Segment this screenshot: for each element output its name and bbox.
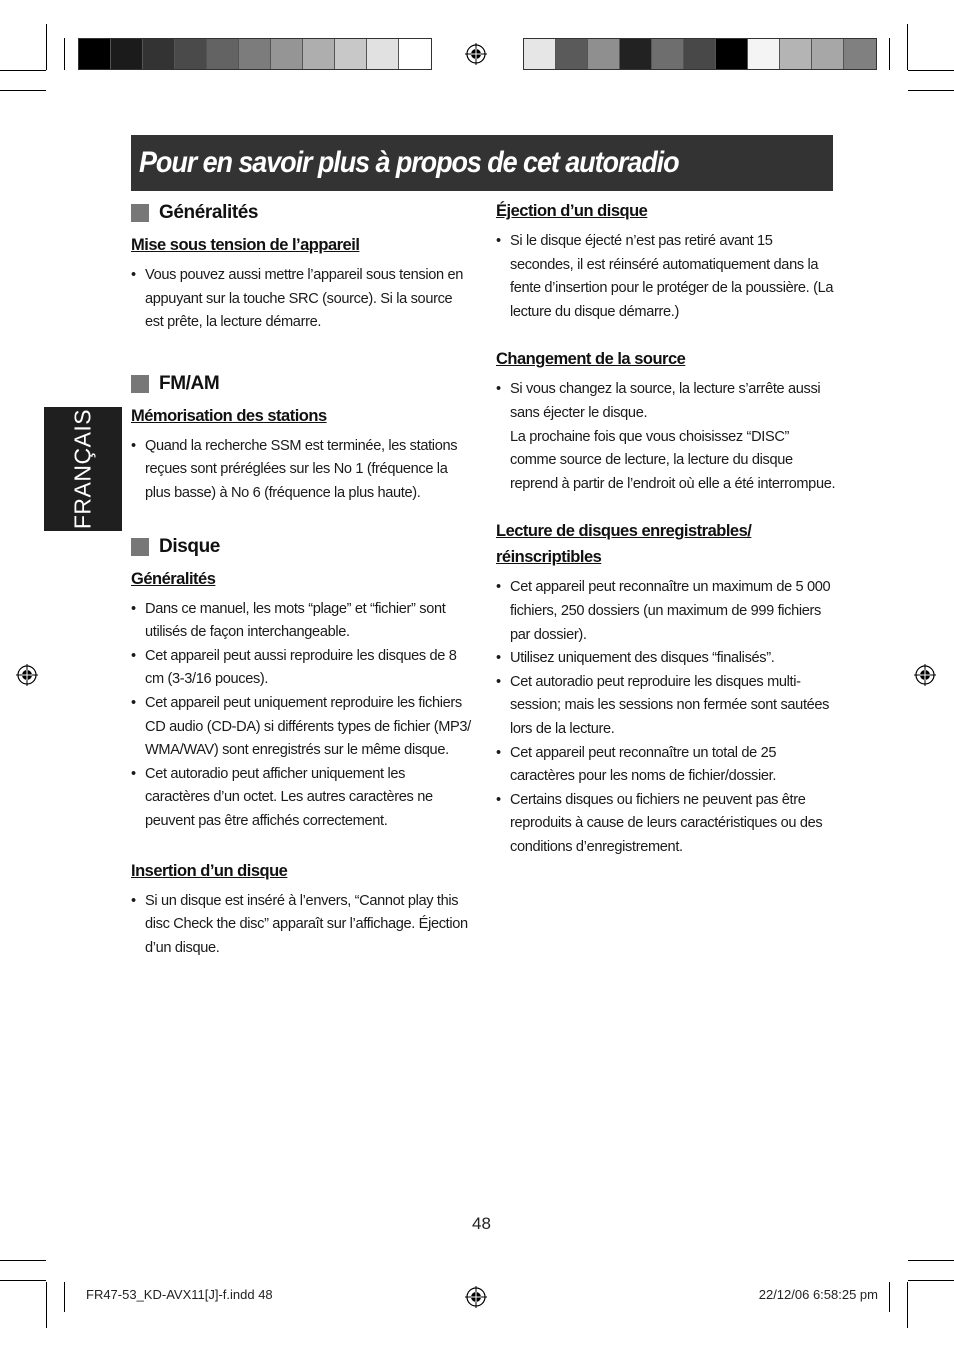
list-item: • Utilisez uniquement des disques “finalisés”. bbox=[496, 647, 836, 671]
registration-mark-icon bbox=[16, 664, 38, 686]
crop-mark bbox=[46, 24, 47, 70]
crop-mark bbox=[0, 70, 46, 71]
crop-mark bbox=[64, 38, 65, 70]
color-swatch bbox=[175, 39, 207, 69]
crop-mark bbox=[0, 90, 46, 91]
list-item-text: La prochaine fois que vous choisissez “DISC” comme source de lecture, la lecture du disque reprend à partir de l’endroit où elle a été interrompue. bbox=[510, 428, 836, 492]
color-swatch bbox=[620, 39, 652, 69]
footer-timestamp: 22/12/06 6:58:25 pm bbox=[758, 1287, 878, 1302]
color-swatch bbox=[812, 39, 844, 69]
crop-mark bbox=[908, 70, 954, 71]
page-title: Pour en savoir plus à propos de cet autoradio bbox=[139, 146, 679, 179]
crop-mark bbox=[0, 1280, 46, 1281]
color-swatch bbox=[716, 39, 748, 69]
section-title: Disque bbox=[159, 535, 220, 557]
color-swatch bbox=[748, 39, 780, 69]
crop-mark bbox=[889, 38, 890, 70]
list-item: • Si le disque éjecté n’est pas retiré avant 15 secondes, il est réinséré automatiquement dans la fente d’insertion pour le protéger de la poussière. (La lecture du disque démarre.) bbox=[496, 230, 836, 324]
section-heading bbox=[131, 198, 471, 228]
crop-mark bbox=[0, 1260, 46, 1261]
bullet-list bbox=[131, 264, 471, 335]
crop-mark bbox=[908, 90, 954, 91]
color-swatch bbox=[239, 39, 271, 69]
color-swatch bbox=[780, 39, 812, 69]
list-item: • Cet appareil peut reconnaître un maximum de 5 000 fichiers, 250 dossiers (un maximum de 999 fichiers par dossier). bbox=[496, 576, 836, 647]
language-tab-label: FRANÇAIS bbox=[69, 408, 96, 530]
subheading: Mémorisation des stations bbox=[131, 406, 327, 425]
list-item: • Cet autoradio peut reproduire les disques multi-session; mais les sessions non fermée sont sautées lors de la lecture. bbox=[496, 671, 836, 742]
list-item: • Cet appareil peut uniquement reproduire les fichiers CD audio (CD-DA) si différents types de fichier (MP3/ WMA/WAV) sont enregistrés sur le même disque. bbox=[131, 692, 471, 763]
color-swatch bbox=[111, 39, 143, 69]
subheading-line: Lecture de disques enregistrables/ bbox=[496, 522, 752, 541]
crop-mark bbox=[908, 1260, 954, 1261]
bullet-list bbox=[131, 598, 471, 834]
bullet-list bbox=[496, 576, 836, 859]
title-band bbox=[131, 135, 833, 191]
bullet-list bbox=[496, 230, 836, 324]
color-swatch bbox=[207, 39, 239, 69]
right-column bbox=[496, 198, 836, 859]
list-item: • Cet autoradio peut afficher uniquement les caractères d’un octet. Les autres caractères ne peuvent pas être affichés correctement. bbox=[131, 763, 471, 834]
section-heading bbox=[131, 369, 471, 399]
list-item: • Si un disque est inséré à l’envers, “Cannot play this disc Check the disc” apparaît sur l’affichage. Éjection d’un disque. bbox=[131, 890, 471, 961]
color-swatch bbox=[844, 39, 876, 69]
list-item-text: Si vous changez la source, la lecture s’arrête aussi sans éjecter le disque. bbox=[510, 381, 821, 421]
subheading: Éjection d’un disque bbox=[496, 202, 648, 220]
color-bar-left bbox=[78, 38, 432, 70]
list-item: • Cet appareil peut reconnaître un total de 25 caractères pour les noms de fichier/dossier. bbox=[496, 742, 836, 789]
page-number: 48 bbox=[472, 1214, 491, 1233]
color-bar-right bbox=[523, 38, 877, 70]
crop-mark bbox=[46, 1282, 47, 1328]
section-title: FM/AM bbox=[159, 372, 220, 394]
color-swatch bbox=[588, 39, 620, 69]
bullet-list bbox=[496, 378, 836, 496]
section-title: Généralités bbox=[159, 202, 259, 223]
registration-mark-icon bbox=[914, 664, 936, 686]
section-square-icon bbox=[131, 538, 149, 556]
color-swatch bbox=[399, 39, 431, 69]
color-swatch bbox=[652, 39, 684, 69]
list-item bbox=[496, 378, 836, 496]
crop-mark bbox=[889, 1282, 890, 1312]
list-item: • Dans ce manuel, les mots “plage” et “fichier” sont utilisés de façon interchangeable. bbox=[131, 598, 471, 645]
subheading-line: réinscriptibles bbox=[496, 548, 602, 567]
subheading: Changement de la source bbox=[496, 350, 686, 369]
left-column bbox=[131, 198, 471, 960]
list-item: • Quand la recherche SSM est terminée, les stations reçues sont préréglées sur les No 1 (fréquence la plus basse) à No 6 (fréquence la plus haute). bbox=[131, 435, 471, 506]
color-swatch bbox=[367, 39, 399, 69]
section-square-icon bbox=[131, 375, 149, 393]
section-heading bbox=[131, 532, 471, 562]
list-item: • Cet appareil peut aussi reproduire les disques de 8 cm (3-3/16 pouces). bbox=[131, 645, 471, 692]
color-swatch bbox=[524, 39, 556, 69]
color-swatch bbox=[143, 39, 175, 69]
registration-mark-icon bbox=[465, 43, 487, 65]
color-swatch bbox=[684, 39, 716, 69]
crop-mark bbox=[64, 1282, 65, 1312]
color-swatch bbox=[303, 39, 335, 69]
language-tab bbox=[44, 407, 122, 531]
bullet-list bbox=[131, 890, 471, 961]
section-square-icon bbox=[131, 204, 149, 222]
subheading: Insertion d’un disque bbox=[131, 861, 288, 880]
color-swatch bbox=[556, 39, 588, 69]
crop-mark bbox=[907, 24, 908, 70]
footer-file-name: FR47-53_KD-AVX11[J]-f.indd 48 bbox=[86, 1287, 273, 1302]
list-item: • Certains disques ou fichiers ne peuvent pas être reproduits à cause de leurs caractéristiques ou des conditions d’enregistrement. bbox=[496, 789, 836, 860]
subheading bbox=[496, 518, 836, 570]
color-swatch bbox=[335, 39, 367, 69]
subheading: Généralités bbox=[131, 569, 216, 588]
crop-mark bbox=[908, 1280, 954, 1281]
list-item: • Vous pouvez aussi mettre l’appareil sous tension en appuyant sur la touche SRC (source). Si la source est prête, la lecture démarre. bbox=[131, 264, 471, 335]
subheading: Mise sous tension de l’appareil bbox=[131, 236, 360, 254]
color-swatch bbox=[79, 39, 111, 69]
color-swatch bbox=[271, 39, 303, 69]
registration-mark-icon bbox=[465, 1286, 487, 1308]
bullet-list bbox=[131, 435, 471, 506]
crop-mark bbox=[907, 1282, 908, 1328]
